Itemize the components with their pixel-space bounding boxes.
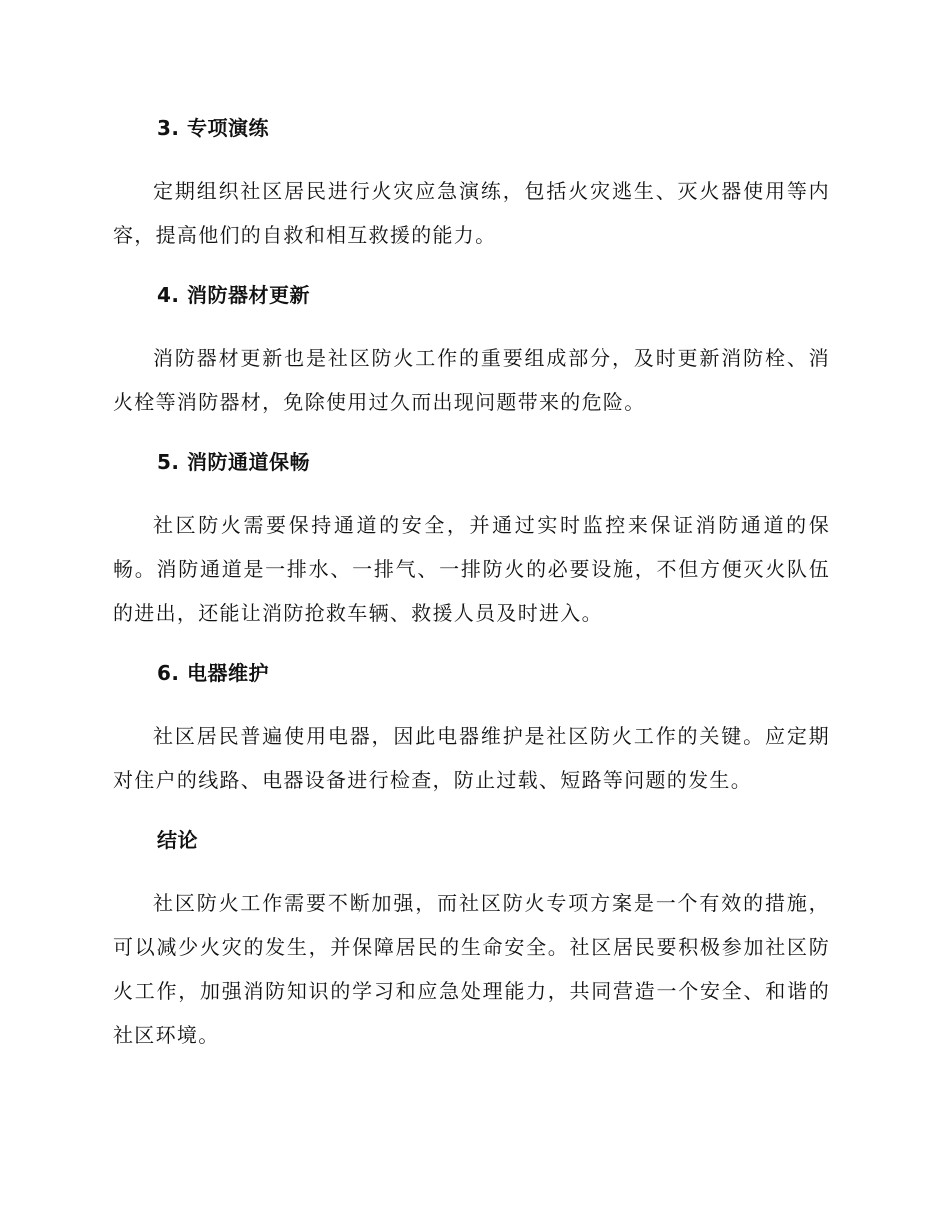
section-heading-drill: 3. 专项演练 [157,116,269,140]
section-body-drill: 定期组织社区居民进行火灾应急演练，包括火灾逃生、灭火器使用等内容，提高他们的自救和相互救援的能力。 [113,179,830,247]
section-heading-fire-lane: 5. 消防通道保畅 [157,450,310,474]
section-heading-electrical-maintenance: 6. 电器维护 [157,661,269,685]
section-body-electrical-maintenance: 社区居民普遍使用电器，因此电器维护是社区防火工作的关键。应定期对住户的线路、电器设备进行检查，防止过载、短路等问题的发生。 [113,724,830,792]
section-body-fire-lane: 社区防火需要保持通道的安全，并通过实时监控来保证消防通道的保畅。消防通道是一排水、一排气、一排防火的必要设施，不但方便灭火队伍的进出，还能让消防抢救车辆、救援人员及时进入。 [113,513,830,625]
section-heading-equipment-update: 4. 消防器材更新 [157,283,310,307]
section-body-equipment-update: 消防器材更新也是社区防火工作的重要组成部分，及时更新消防栓、消火栓等消防器材，免除使用过久而出现问题带来的危险。 [113,346,830,414]
section-body-conclusion: 社区防火工作需要不断加强，而社区防火专项方案是一个有效的措施，可以减少火灾的发生，并保障居民的生命安全。社区居民要积极参加社区防火工作，加强消防知识的学习和应急处理能力，共同营造一个安全、和谐的社区环境。 [113,891,830,1047]
section-heading-conclusion: 结论 [157,828,198,852]
